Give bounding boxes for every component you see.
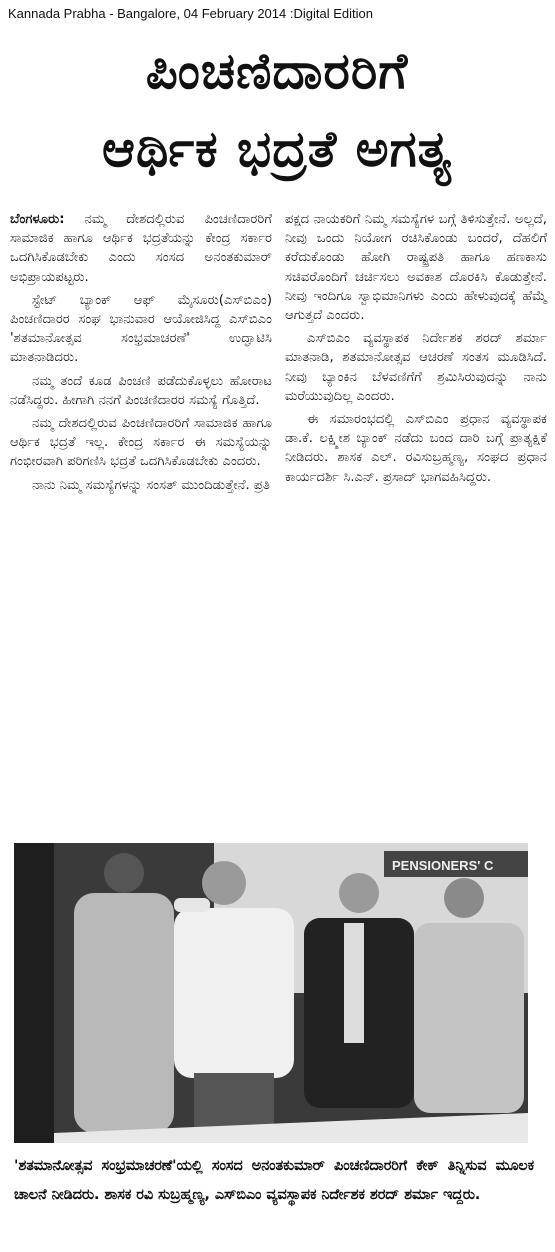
event-photo-graphic (14, 843, 528, 1143)
article-paragraph: ಎಸ್‌ಬಿಎಂ ವ್ಯವಸ್ಥಾಪಕ ನಿರ್ದೇಶಕ ಶರದ್ ಶರ್ಮಾ ಮಾತನಾಡಿ, ಶತಮಾನೋತ್ಸವ ಆಚರಣೆ ಸಂತಸ ಮೂಡಿಸಿದೆ. ನೀವು ಬ್ಯಾಂಕಿನ ಬೆಳವಣಿಗೆಗೆ ಶ್ರಮಿಸಿರುವುದನ್ನು ನಾನು ಮರೆಯುವುದಿಲ್ಲ ಎಂದರು. (285, 331, 547, 404)
article-paragraph (10, 210, 272, 287)
photo-caption: 'ಶತಮಾನೋತ್ಸವ ಸಂಭ್ರಮಾಚರಣೆ'ಯಲ್ಲಿ ಸಂಸದ ಅನಂತಕುಮಾರ್ ಪಿಂಚಣಿದಾರರಿಗೆ ಕೇಕ್ ತಿನ್ನಿಸುವ ಮೂಲಕ ಚಾಲನೆ ನೀಡಿದರು. ಶಾಸಕ ರವಿ ಸುಬ್ರಹ್ಮಣ್ಯ, ಎಸ್‌ಬಿಎಂ ವ್ಯವಸ್ಥಾಪಕ ನಿರ್ದೇಶಕ ಶರದ್ ಶರ್ಮಾ ಇದ್ದರು. (14, 1158, 534, 1203)
article-paragraph: ಸ್ಟೇಟ್ ಬ್ಯಾಂಕ್ ಆಫ್ ಮೈಸೂರು(ಎಸ್‌ಬಿಎಂ) ಪಿಂಚಣಿದಾರರ ಸಂಘ ಭಾನುವಾರ ಆಯೋಜಿಸಿದ್ದ ಎಸ್‌ಬಿಎಂ 'ಶತಮಾನೋತ್ಸವ ಸಂಭ್ರಮಾಚರಣೆ' ಉದ್ಘಾಟಿಸಿ ಮಾತನಾಡಿದರು. (10, 292, 272, 366)
article-column-left (10, 210, 272, 499)
banner-text: PENSIONERS' C (392, 858, 494, 873)
article-paragraph: ಪಕ್ಷದ ನಾಯಕರಿಗೆ ನಿಮ್ಮ ಸಮಸ್ಯೆಗಳ ಬಗ್ಗೆ ತಿಳಿಸುತ್ತೇನೆ. ಅಲ್ಲದೆ, ನೀವು ಒಂದು ನಿಯೋಗ ರಚಿಸಿಕೊಂಡು ಬಂದರೆ, ದೆಹಲಿಗೆ ಕರೆದುಕೊಂಡು ಹೋಗಿ ರಾಷ್ಟ್ರಪತಿ ಹಾಗೂ ಹಣಕಾಸು ಸಚಿವರೊಂದಿಗೆ ಚರ್ಚಿಸಲು ಅವಕಾಶ ದೊರಕಿಸಿ ಕೊಡುತ್ತೇನೆ. ನೀವು ಇಂದಿಗೂ ಸ್ವಾಭಿಮಾನಿಗಳು ಎಂದು ಹೇಳುವುದಕ್ಕೆ ಹೆಮ್ಮೆ ಆಗುತ್ತದೆ ಎಂದರು. (285, 212, 547, 324)
article-column-right (285, 210, 547, 491)
dateline: ಬೆಂಗಳೂರು: (10, 212, 65, 227)
article-paragraph: ನಮ್ಮ ದೇಶದಲ್ಲಿರುವ ಪಿಂಚಣಿದಾರರಿಗೆ ಸಾಮಾಜಿಕ ಹಾಗೂ ಆರ್ಥಿಕ ಭದ್ರತೆ ಇಲ್ಲ. ಕೇಂದ್ರ ಸರ್ಕಾರ ಈ ಸಮಸ್ಯೆಯನ್ನು ಗಂಭೀರವಾಗಿ ಪರಿಗಣಿಸಿ ಭದ್ರತೆ ಒದಗಿಸಿಕೊಡಬೇಕು ಎಂದರು. (10, 416, 272, 470)
article-paragraph: ನಾನು ನಿಮ್ಮ ಸಮಸ್ಯೆಗಳನ್ನು ಸಂಸತ್ ಮುಂದಿಡುತ್ತೇನೆ. ಪ್ರತಿ (32, 477, 270, 493)
paragraph-text: ನಮ್ಮ ದೇಶದಲ್ಲಿರುವ ಪಿಂಚಣಿದಾರರಿಗೆ ಸಾಮಾಜಿಕ ಹಾಗೂ ಆರ್ಥಿಕ ಭದ್ರತೆಯನ್ನು ಕೇಂದ್ರ ಸರ್ಕಾರ ಒದಗಿಸಿಕೊಡಬೇಕು ಎಂದು ಸಂಸದ ಅನಂತಕುಮಾರ್ ಅಭಿಪ್ರಾಯಪಟ್ಟರು. (10, 212, 272, 285)
article-paragraph: ನಮ್ಮ ತಂದೆ ಕೂಡ ಪಿಂಚಣಿ ಪಡೆದುಕೊಳ್ಳಲು ಹೋರಾಟ ನಡೆಸಿದ್ದರು. ಹೀಗಾಗಿ ನನಗೆ ಪಿಂಚಣಿದಾರರ ಸಮಸ್ಯೆ ಗೊತ್ತಿದೆ. (10, 373, 272, 408)
event-photo (14, 843, 528, 1143)
headline-line-1: ಪಿಂಚಣಿದಾರರಿಗೆ (145, 42, 409, 100)
article-paragraph: ಈ ಸಮಾರಂಭದಲ್ಲಿ ಎಸ್‌ಬಿಎಂ ಪ್ರಧಾನ ವ್ಯವಸ್ಥಾಪಕ ಡಾ.ಕೆ. ಲಕ್ಷ್ಮೀಶ ಬ್ಯಾಂಕ್ ನಡೆದು ಬಂದ ದಾರಿ ಬಗ್ಗೆ ಪ್ರಾತ್ಯಕ್ಷಿಕೆ ನೀಡಿದರು. ಶಾಸಕ ಎಲ್. ರವಿಸುಬ್ರಹ್ಮಣ್ಯ, ಸಂಘದ ಪ್ರಧಾನ ಕಾರ್ಯದರ್ಶಿ ಸಿ.ಎನ್. ಪ್ರಸಾದ್ ಭಾಗವಹಿಸಿದ್ದರು. (285, 412, 547, 485)
masthead: Kannada Prabha - Bangalore, 04 February 2014 :Digital Edition (8, 6, 373, 21)
headline-line-2: ಆರ್ಥಿಕ ಭದ್ರತೆ ಅಗತ್ಯ (101, 120, 453, 178)
